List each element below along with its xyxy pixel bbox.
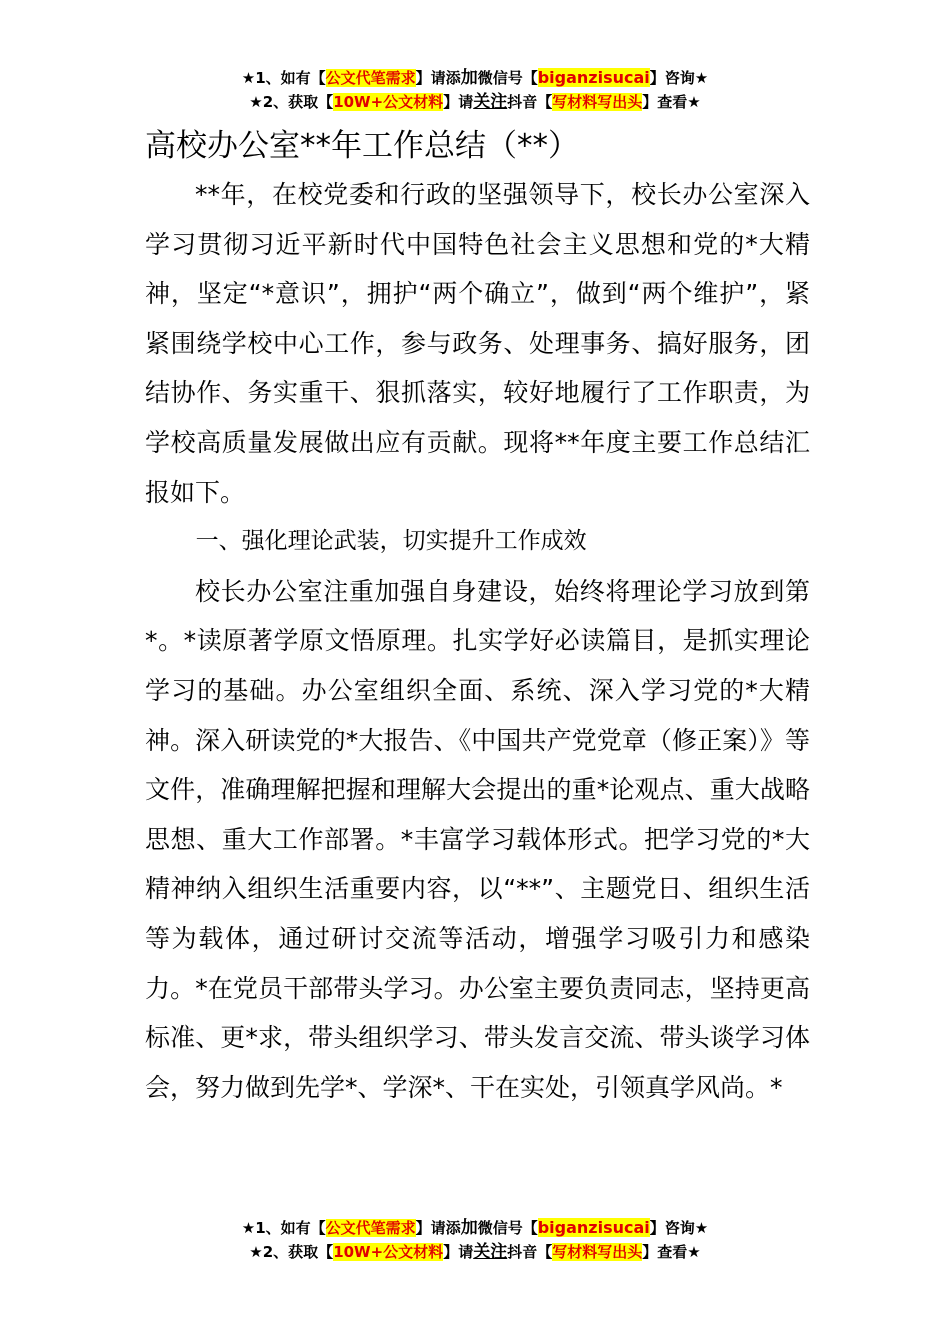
document-title: 高校办公室**年工作总结（**） [145, 128, 579, 164]
promo-highlight-materials: 10W+公文材料 [333, 1243, 444, 1261]
promo-douyin-account: 写材料写出头 [552, 1243, 643, 1261]
section-1-paragraph: 校长办公室注重加强自身建设，始终将理论学习放到第*。*读原著学原文悟原理。扎实学好必读篇目，是抓实理论学习的基础。办公室组织全面、系统、深入学习党的*大精神。深入研读党的*大报告、《中国共产党党章（修正案）》等文件，准确理解把握和理解大会提出的重*论观点、重大战略思想、重大工作部署。*丰富学习载体形式。把学习党的*大精神纳入组织生活重要内容，以“**”、主题党日、组织生活等为载体，通过研讨交流等活动，增强学习吸引力和感染力。*在党员干部带头学习。办公室主要负责同志，坚持更高标准、更*求，带头组织学习、带头发言交流、带头谈学习体会，努力做到先学*、学深*、干在实处，引领真学风尚。* [145, 576, 810, 1102]
intro-paragraph: **年，在校党委和行政的坚强领导下，校长办公室深入学习贯彻习近平新时代中国特色社会主义思想和党的*大精神，坚定“*意识”，拥护“两个确立”，做到“两个维护”，紧紧围绕学校中心工作，参与政务、处理事务、搞好服务，团结协作、务实重干、狠抓落实，较好地履行了工作职责，为学校高质量发展做出应有贡献。现将**年度主要工作总结汇报如下。 [145, 180, 810, 507]
promo-line-2: ★2、获取【10W+公文材料】请关注抖音【写材料写出头】查看★ [249, 92, 701, 112]
section-heading-1: 一、强化理论武装，切实提升工作成效 [195, 528, 587, 555]
promo-line-1: ★1、如有【公文代笔需求】请添加微信号【biganzisucai】咨询★ [241, 1218, 709, 1238]
promo-wechat-id: biganzisucai [537, 1218, 650, 1237]
promo-line-2: ★2、获取【10W+公文材料】请关注抖音【写材料写出头】查看★ [249, 1242, 701, 1262]
promo-wechat-id: biganzisucai [537, 68, 650, 87]
bottom-promo-banner [0, 1216, 950, 1264]
document-body [145, 124, 810, 1112]
top-promo-banner [0, 66, 950, 114]
promo-highlight-materials: 10W+公文材料 [333, 93, 444, 111]
promo-line-1: ★1、如有【公文代笔需求】请添加微信号【biganzisucai】咨询★ [241, 68, 709, 88]
promo-highlight-service: 公文代笔需求 [325, 69, 416, 87]
promo-douyin-account: 写材料写出头 [552, 93, 643, 111]
promo-highlight-service: 公文代笔需求 [325, 1219, 416, 1237]
